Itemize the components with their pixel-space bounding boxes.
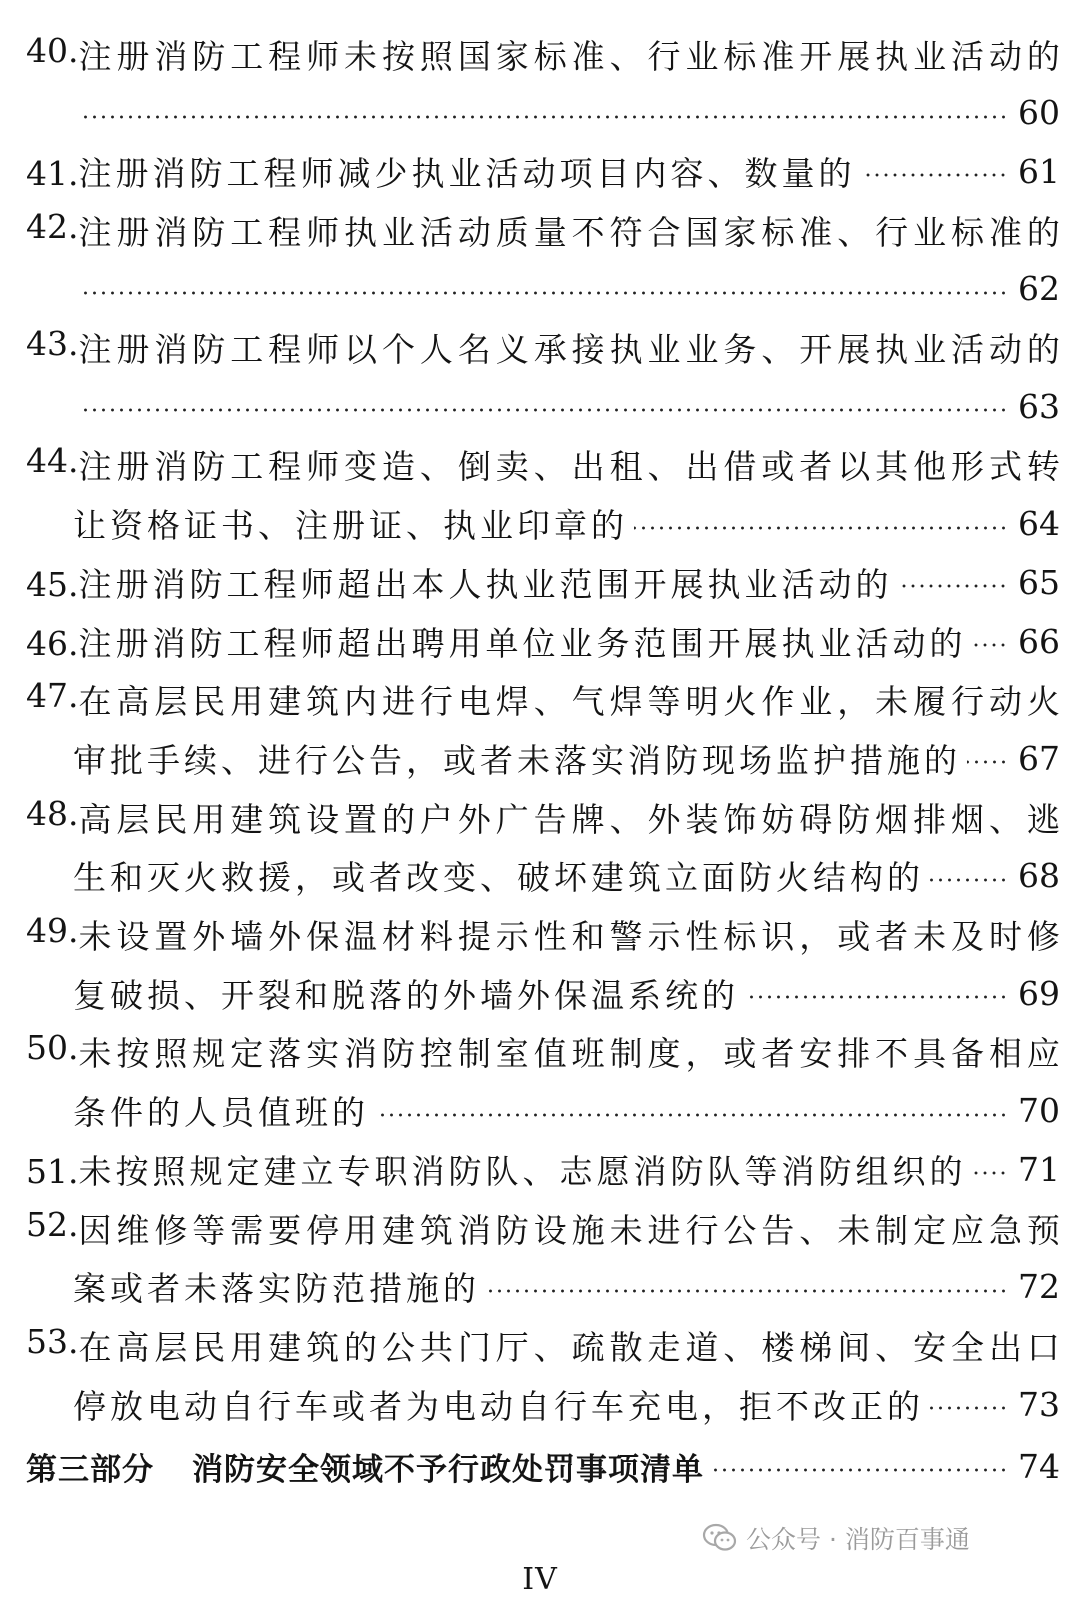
- toc-line: [80, 376, 1060, 436]
- toc-entry-title: [26, 1028, 1060, 1075]
- toc-entry-number: 41.: [26, 153, 79, 193]
- toc-leader-dots: [930, 1406, 1008, 1410]
- toc-page-number: 69: [1018, 973, 1060, 1013]
- toc-entry-text-continued: 生和灭火救援，或者改变、破坏建筑立面防火结构的: [73, 858, 924, 898]
- toc-leader-dots: [745, 995, 1008, 999]
- toc-entry-text-continued: 案或者未落实防范措施的: [73, 1269, 480, 1309]
- toc-entry-number: 42.: [26, 206, 79, 246]
- toc-line: [26, 905, 1060, 965]
- toc-leader-dots: [634, 526, 1008, 530]
- toc-entry-text: 高 层 民 用 建 筑 设 置 的 户 外 广 告 牌 、 外 装 饰 妨 碍 防 烟 排 烟 、 逃: [78, 799, 1060, 839]
- toc-line: [26, 1139, 1060, 1199]
- toc-leader-dots: [898, 584, 1008, 588]
- toc-entry-title: [26, 1322, 1060, 1369]
- toc-page-number: 60: [1018, 93, 1060, 133]
- toc-entry-number: 49.: [26, 911, 79, 950]
- toc-entry-title: [26, 794, 1060, 841]
- toc-entry-text-continued: 让资格证书、注册证、执业印章的: [73, 506, 628, 546]
- toc-entry-text: 在 高 层 民 用 建 筑 的 公 共 门 厅 、 疏 散 走 道 、 楼 梯 间 、 安 全 出 口: [78, 1327, 1060, 1367]
- watermark-text: 公众号 · 消防百事通: [746, 1525, 970, 1554]
- toc-line: [26, 24, 1060, 84]
- toc-entry-title: [26, 207, 1060, 254]
- toc-entry-text-continued: 停放电动自行车或者为电动自行车充电，拒不改正的: [73, 1386, 924, 1426]
- toc-leader-dots: [972, 1171, 1008, 1175]
- toc-line: [26, 435, 1060, 495]
- toc-line: [26, 1315, 1060, 1375]
- toc-entry-number: 51.: [26, 1151, 79, 1191]
- toc-entry-number: 44.: [26, 441, 79, 481]
- toc-line: [26, 1022, 1060, 1082]
- toc-entry-number: 50.: [26, 1028, 79, 1068]
- toc-entry-text: 因 维 修 等 需 要 停 用 建 筑 消 防 设 施 未 进 行 公 告 、 未 制 定 应 急 预: [78, 1210, 1060, 1250]
- toc-leader-dots: [80, 291, 1008, 295]
- toc-page-number: 70: [1018, 1091, 1060, 1131]
- toc-entry-title: [26, 148, 855, 195]
- toc-entry-text: 注册消防工程师减少执业活动项目内容、数量的: [78, 153, 856, 193]
- toc-leader-dots: [710, 1468, 1008, 1472]
- toc-page-number: 61: [1018, 151, 1060, 191]
- toc-entry-title: [26, 618, 966, 665]
- toc-line: [73, 494, 1060, 554]
- toc-line: [26, 552, 1060, 612]
- toc-entry-number: 47.: [26, 676, 79, 716]
- toc-line: [26, 200, 1060, 260]
- toc-leader-dots: [486, 1289, 1008, 1293]
- toc-section-label: 第三部分 消防安全领域不予行政处罚事项清单: [26, 1451, 704, 1488]
- toc-leader-dots: [80, 115, 1008, 119]
- toc-page-number: 71: [1018, 1149, 1060, 1189]
- toc-line: [26, 141, 1060, 201]
- toc-line: [73, 963, 1060, 1023]
- toc-page-number: 65: [1018, 562, 1060, 602]
- toc-entry-number: 53.: [26, 1321, 79, 1361]
- toc-entry-text: 注 册 消 防 工 程 师 以 个 人 名 义 承 接 执 业 业 务 、 开 展 执 业 活 动 的: [78, 330, 1060, 369]
- toc-page-number: 63: [1018, 386, 1060, 426]
- toc-entry-text: 注 册 消 防 工 程 师 未 按 照 国 家 标 准 、 行 业 标 准 开 展 执 业 活 动 的: [78, 36, 1060, 76]
- toc-leader-dots: [967, 760, 1008, 764]
- toc-entry-text: 注 册 消 防 工 程 师 变 造 、 倒 卖 、 出 租 、 出 借 或 者 以 其 他 形 式 转: [78, 447, 1060, 487]
- toc-page-number: 68: [1018, 856, 1060, 896]
- toc-page-number: 62: [1018, 269, 1060, 309]
- toc-entry-number: 43.: [26, 324, 79, 363]
- toc-leader-dots: [375, 1113, 1008, 1117]
- toc-line: [26, 670, 1060, 730]
- toc-entry-title: [26, 676, 1060, 723]
- toc-line: [26, 1198, 1060, 1258]
- toc-entry-number: 45.: [26, 564, 79, 604]
- wechat-icon: [702, 1522, 738, 1554]
- toc-entry-number: 40.: [26, 30, 79, 70]
- toc-line: [80, 83, 1060, 143]
- toc-entry-text: 未 按 照 规 定 落 实 消 防 控 制 室 值 班 制 度 ， 或 者 安 排 不 具 备 相 应: [78, 1034, 1060, 1074]
- toc-entry-text-continued: 条件的人员值班的: [73, 1093, 369, 1133]
- toc-entry-title: [26, 559, 892, 606]
- toc-entry-title: [26, 1146, 966, 1193]
- toc-entry-text-continued: 复破损、开裂和脱落的外墙外保温系统的: [73, 975, 739, 1015]
- toc-page-number: 66: [1018, 621, 1060, 661]
- toc-entry-title: [26, 1205, 1060, 1252]
- toc-line: [73, 1081, 1060, 1141]
- toc-page-number: 67: [1018, 738, 1060, 778]
- toc-entry-text: 注册消防工程师超出聘用单位业务范围开展执业活动的: [78, 623, 967, 663]
- toc-entry-text: 注 册 消 防 工 程 师 执 业 活 动 质 量 不 符 合 国 家 标 准 、 行 业 标 准 的: [78, 212, 1060, 252]
- toc-page-number: 74: [1018, 1446, 1060, 1486]
- toc-entry-title: [26, 324, 1060, 371]
- toc-entry-text: 在 高 层 民 用 建 筑 内 进 行 电 焊 、 气 焊 等 明 火 作 业 ， 未 履 行 动 火: [78, 682, 1060, 722]
- toc-page-number: 73: [1018, 1384, 1060, 1424]
- toc-line: [26, 1436, 1060, 1496]
- toc-line: [26, 611, 1060, 671]
- toc-entry-text: 未 设 置 外 墙 外 保 温 材 料 提 示 性 和 警 示 性 标 识 ， 或 者 未 及 时 修: [78, 917, 1060, 956]
- toc-entry-text-continued: 审批手续、进行公告，或者未落实消防现场监护措施的: [73, 740, 961, 780]
- toc-line: [73, 1257, 1060, 1317]
- toc-leader-dots: [861, 173, 1008, 177]
- toc-line: [80, 259, 1060, 319]
- toc-entry-title: [26, 441, 1060, 488]
- toc-entry-title: [26, 911, 1060, 958]
- toc-entry-number: 46.: [26, 623, 79, 663]
- toc-entry-title: [26, 31, 1060, 78]
- toc-leader-dots: [972, 643, 1008, 647]
- watermark: [702, 1518, 970, 1558]
- toc-page-number: 72: [1018, 1267, 1060, 1307]
- toc-leader-dots: [80, 408, 1008, 412]
- toc-leader-dots: [930, 878, 1008, 882]
- toc-line: [26, 787, 1060, 847]
- page-number: IV: [522, 1562, 558, 1597]
- toc-entry-number: 48.: [26, 793, 79, 833]
- toc-line: [73, 1374, 1060, 1434]
- toc-line: [73, 846, 1060, 906]
- toc-line: [26, 318, 1060, 378]
- toc-entry-text: 注册消防工程师超出本人执业范围开展执业活动的: [78, 564, 893, 604]
- toc-line: [73, 728, 1060, 788]
- toc-page-number: 64: [1018, 504, 1060, 544]
- toc-entry-number: 52.: [26, 1204, 79, 1244]
- toc-entry-text: 未按照规定建立专职消防队、志愿消防队等消防组织的: [78, 1151, 967, 1191]
